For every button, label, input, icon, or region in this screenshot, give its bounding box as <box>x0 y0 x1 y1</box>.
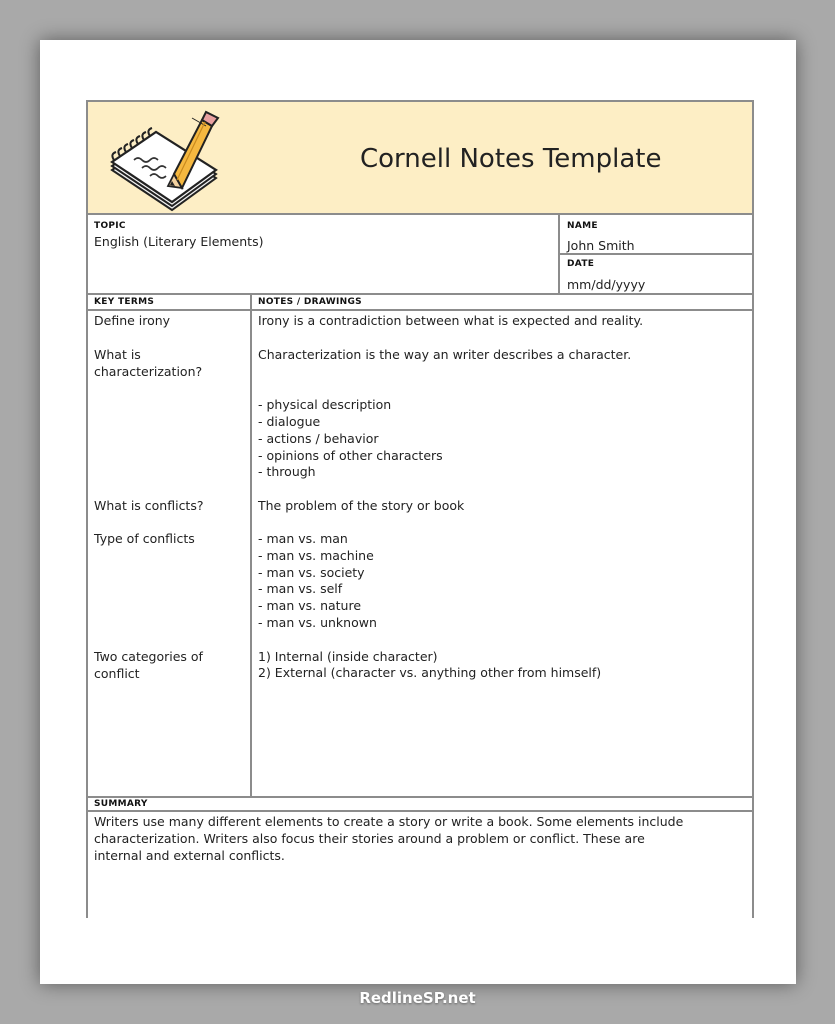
key-term: What is characterization? <box>94 347 203 379</box>
note-line: The problem of the story or book <box>258 498 465 513</box>
key-term: Two categories of conflict <box>94 649 203 681</box>
note-line: - man vs. machine <box>258 548 374 563</box>
topic-label: TOPIC <box>94 221 126 231</box>
divider <box>88 810 752 812</box>
notes-header <box>252 295 752 310</box>
note-line: - actions / behavior <box>258 431 379 446</box>
key-terms-label: KEY TERMS <box>94 297 155 307</box>
summary-label: SUMMARY <box>94 799 148 809</box>
cornell-notes-sheet <box>86 100 754 918</box>
watermark: RedlineSP.net <box>359 989 476 1007</box>
name-section <box>560 215 752 255</box>
divider <box>88 309 752 311</box>
topic-value: English (Literary Elements) <box>94 234 264 249</box>
notepad-pencil-icon <box>106 108 224 212</box>
document-title: Cornell Notes Template <box>360 144 662 174</box>
note-line: - man vs. man <box>258 531 348 546</box>
header-banner <box>88 102 752 215</box>
note-line: 1) Internal (inside character) <box>258 649 438 664</box>
name-value: John Smith <box>567 238 635 253</box>
date-section <box>560 255 752 293</box>
key-term: Define irony <box>94 313 171 328</box>
note-line: - man vs. nature <box>258 598 362 613</box>
key-terms-header <box>88 295 250 310</box>
key-term: Type of conflicts <box>94 531 195 546</box>
note-line: - man vs. society <box>258 565 365 580</box>
note-line: 2) External (character vs. anything other from himself) <box>258 665 602 680</box>
notes-label: NOTES / DRAWINGS <box>258 297 362 307</box>
note-line: Irony is a contradiction between what is expected and reality. <box>258 313 644 328</box>
note-line: - opinions of other characters <box>258 448 443 463</box>
divider <box>88 796 752 798</box>
note-line: Characterization is the way an writer describes a character. <box>258 347 632 362</box>
note-line: - man vs. self <box>258 581 343 596</box>
document-page <box>40 40 796 984</box>
topic-section <box>88 215 560 293</box>
note-line: - physical description <box>258 397 392 412</box>
date-label: DATE <box>567 259 595 269</box>
date-value: mm/dd/yyyy <box>567 277 646 292</box>
name-label: NAME <box>567 221 598 231</box>
summary-text: Writers use many different elements to create a story or write a book. Some elements include characterization. Writers also focus their stories around a problem or conflict. These are internal and external conflicts. <box>94 814 684 863</box>
note-line: - through <box>258 464 316 479</box>
note-line: - man vs. unknown <box>258 615 377 630</box>
column-divider <box>250 295 252 798</box>
note-line: - dialogue <box>258 414 321 429</box>
key-term: What is conflicts? <box>94 498 204 513</box>
